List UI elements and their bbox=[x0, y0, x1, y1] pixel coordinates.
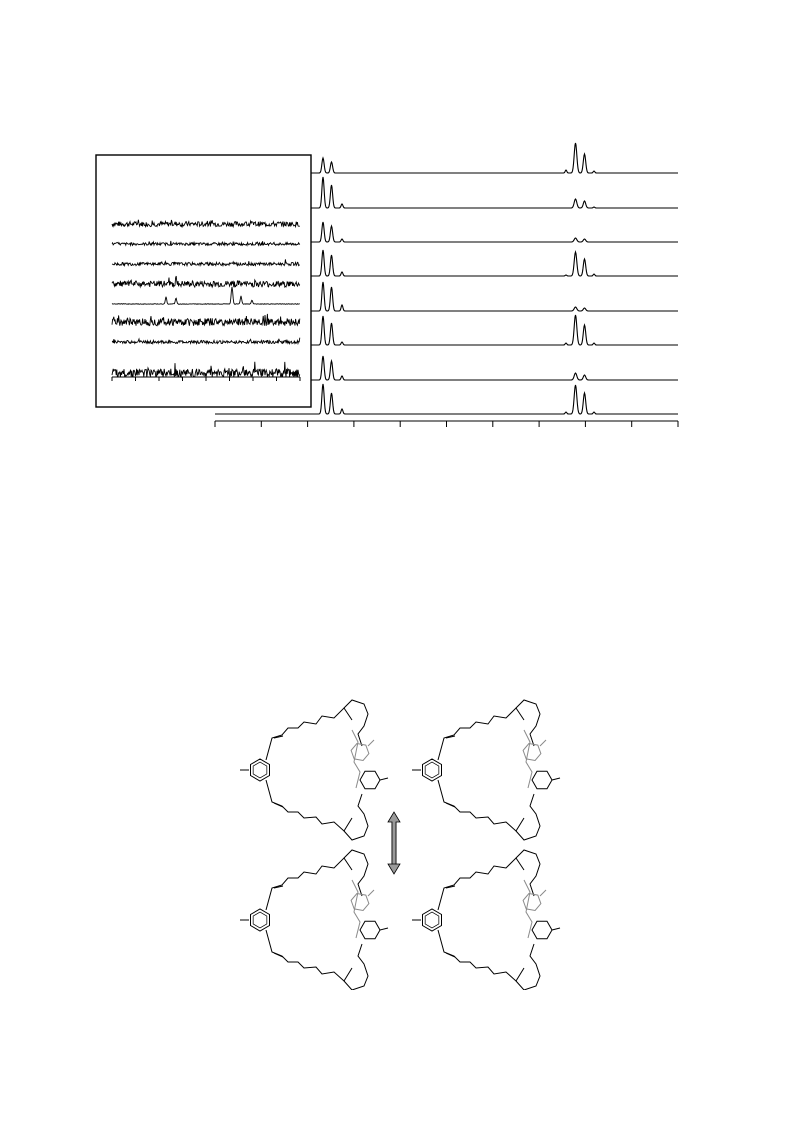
macrocycle-equilibrium-scheme bbox=[0, 690, 793, 990]
spectrum-trace-1 bbox=[310, 143, 678, 173]
macrocycle-structures bbox=[240, 700, 560, 990]
macrocycle-3 bbox=[240, 850, 388, 990]
spectrum-trace-8 bbox=[310, 384, 678, 414]
spectrum-trace-2 bbox=[310, 177, 678, 208]
scheme-canvas bbox=[0, 690, 793, 990]
nmr-spectra-figure bbox=[0, 0, 793, 460]
equilibrium-arrow bbox=[388, 812, 400, 874]
main-ppm-axis bbox=[215, 421, 678, 427]
macrocycle-2 bbox=[412, 700, 560, 840]
macrocycle-1 bbox=[240, 700, 388, 840]
stacked-spectra-plot bbox=[0, 0, 793, 460]
spectrum-trace-7 bbox=[310, 356, 678, 380]
spectrum-trace-4 bbox=[310, 250, 678, 276]
spectrum-trace-3 bbox=[310, 222, 678, 242]
spectrum-trace-5 bbox=[310, 282, 678, 311]
macrocycle-4 bbox=[412, 850, 560, 990]
spectrum-trace-6 bbox=[310, 315, 678, 345]
